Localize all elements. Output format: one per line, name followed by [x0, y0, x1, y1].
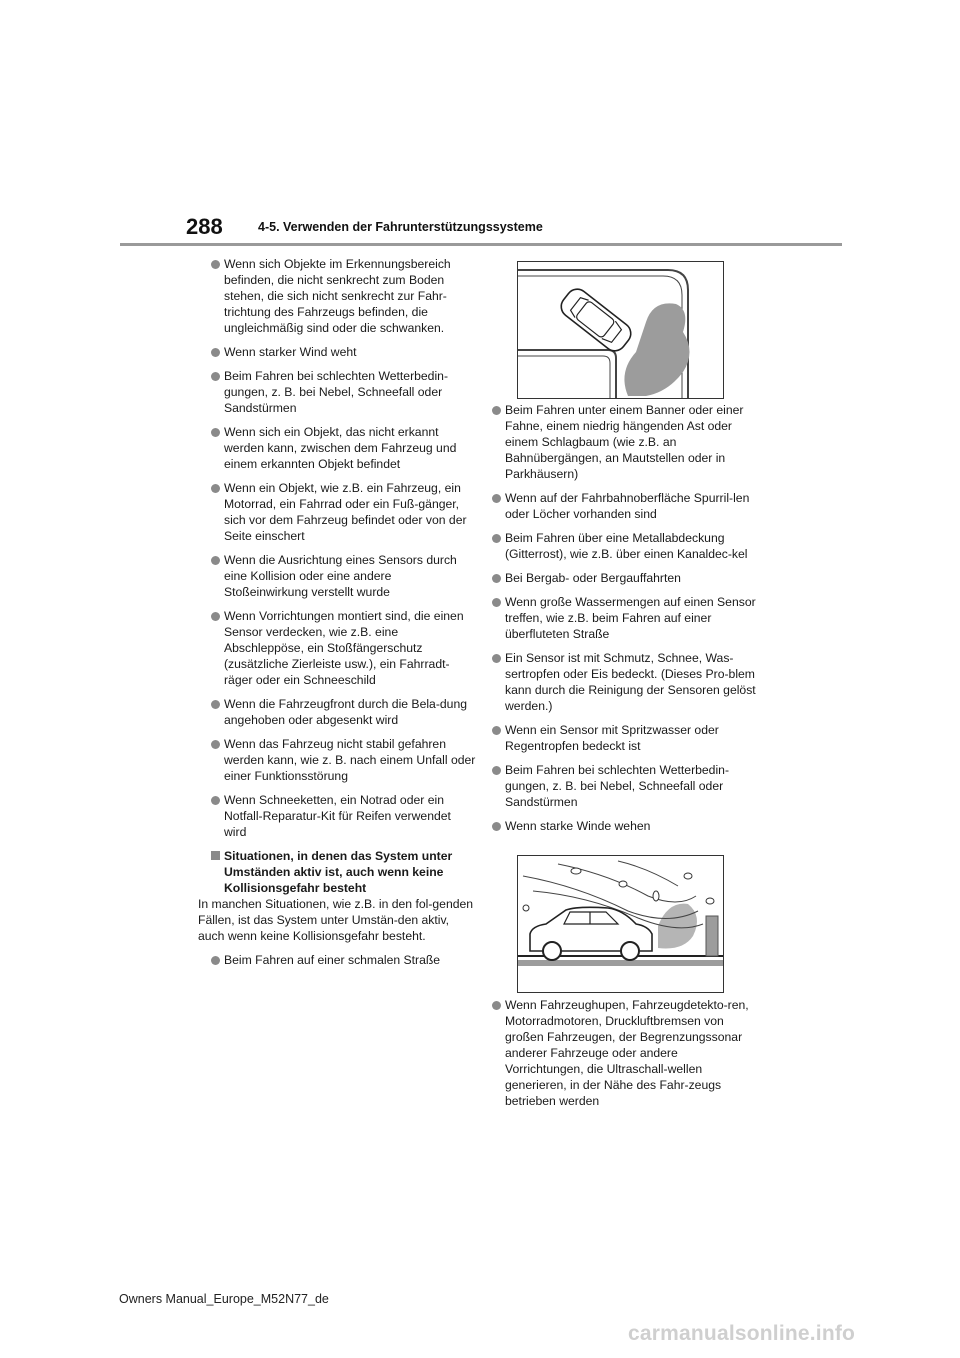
- list-item: Beim Fahren über eine Metallabdeckung (Gitterrost), wie z.B. über einen Kanaldec-kel: [492, 530, 757, 562]
- bullet-icon: [492, 534, 501, 543]
- list-item: Wenn große Wassermengen auf einen Sensor treffen, wie z.B. beim Fahren auf einer überfluteten Straße: [492, 594, 757, 642]
- bullet-icon: [211, 428, 220, 437]
- bullet-icon: [492, 726, 501, 735]
- left-column: [198, 256, 476, 976]
- bullet-icon: [211, 612, 220, 621]
- bullet-icon: [211, 796, 220, 805]
- list-item: Wenn ein Sensor mit Spritzwasser oder Regentropfen bedeckt ist: [492, 722, 757, 754]
- list-item: Beim Fahren bei schlechten Wetterbedin-gungen, z. B. bei Nebel, Schneefall oder Sandstürmen: [211, 368, 476, 416]
- narrow-road-illustration: [517, 261, 724, 399]
- list-item: Wenn ein Objekt, wie z.B. ein Fahrzeug, ein Motorrad, ein Fahrrad oder ein Fuß-gänger, sich vor dem Fahrzeug befindet oder von der Seite einschert: [211, 480, 476, 544]
- manual-identifier: Owners Manual_Europe_M52N77_de: [119, 1292, 329, 1306]
- bullet-icon: [211, 372, 220, 381]
- bullet-icon: [492, 822, 501, 831]
- bullet-icon: [492, 654, 501, 663]
- right-column-continued: [492, 997, 757, 1117]
- list-item: Beim Fahren bei schlechten Wetterbedin-gungen, z. B. bei Nebel, Schneefall oder Sandstürmen: [492, 762, 757, 810]
- list-item: Wenn sich Objekte im Erkennungsbereich befinden, die nicht senkrecht zum Boden stehen, die sich nicht senkrecht zur Fahr-trichtung des Fahrzeugs befinden, die ungleichmäßig sind oder die schwanken.: [211, 256, 476, 336]
- list-item: Bei Bergab- oder Bergauffahrten: [492, 570, 757, 586]
- list-item: Wenn starke Winde wehen: [492, 818, 757, 834]
- bullet-icon: [211, 484, 220, 493]
- page-number: 288: [186, 214, 223, 239]
- list-item: Wenn sich ein Objekt, das nicht erkannt werden kann, zwischen dem Fahrzeug und einem erkannten Objekt befindet: [211, 424, 476, 472]
- bullet-icon: [492, 598, 501, 607]
- bullet-icon: [492, 494, 501, 503]
- watermark: carmanualsonline.info: [628, 1322, 856, 1345]
- right-column: [492, 402, 757, 842]
- list-item: Wenn die Fahrzeugfront durch die Bela-dung angehoben oder abgesenkt wird: [211, 696, 476, 728]
- list-item: Wenn auf der Fahrbahnoberfläche Spurril-len oder Löcher vorhanden sind: [492, 490, 757, 522]
- subsection-heading: Situationen, in denen das System unter Umständen aktiv ist, auch wenn keine Kollisionsgefahr besteht: [211, 848, 476, 896]
- bullet-icon: [211, 956, 220, 965]
- list-item: Ein Sensor ist mit Schmutz, Schnee, Was-sertropfen oder Eis bedeckt. (Dieses Pro-blem kann durch die Reinigung der Sensoren gelöst werden.): [492, 650, 757, 714]
- intro-paragraph: In manchen Situationen, wie z.B. in den fol-genden Fällen, ist das System unter Umstän-den aktiv, auch wenn keine Kollisionsgefahr besteht.: [198, 897, 474, 943]
- bullet-icon: [492, 1001, 501, 1010]
- list-item: Wenn die Ausrichtung eines Sensors durch eine Kollision oder eine andere Stoßeinwirkung verstellt wurde: [211, 552, 476, 600]
- list-item: Wenn Schneeketten, ein Notrad oder ein Notfall-Reparatur-Kit für Reifen verwendet wird: [211, 792, 476, 840]
- list-item: Wenn starker Wind weht: [211, 344, 476, 360]
- section-title: 4-5. Verwenden der Fahrunterstützungssysteme: [258, 220, 543, 234]
- list-item: Beim Fahren auf einer schmalen Straße: [211, 952, 476, 968]
- bullet-icon: [492, 406, 501, 415]
- list-item: Wenn Vorrichtungen montiert sind, die einen Sensor verdecken, wie z.B. eine Abschleppöse, ein Stoßfängerschutz (zusätzliche Zierleiste usw.), ein Fahrradt-räger oder ein Schneeschild: [211, 608, 476, 688]
- strong-wind-drawing: [518, 856, 723, 992]
- bullet-icon: [211, 740, 220, 749]
- list-item: Beim Fahren unter einem Banner oder einer Fahne, einem niedrig hängenden Ast oder einem Schlagbaum (wie z.B. an Bahnübergängen, an Mautstellen oder in Parkhäusern): [492, 402, 757, 482]
- bullet-icon: [211, 348, 220, 357]
- bullet-icon: [492, 766, 501, 775]
- bullet-icon: [492, 574, 501, 583]
- square-bullet-icon: [211, 851, 220, 860]
- header-divider: [120, 243, 842, 246]
- list-item: Wenn Fahrzeughupen, Fahrzeugdetekto-ren, Motorradmotoren, Druckluftbremsen von großen Fahrzeugen, der Begrenzungssonar anderer Fahrzeuge oder andere Vorrichtungen, die Ultraschall-wellen generieren, in der Nähe des Fahr-zeugs betrieben werden: [492, 997, 757, 1109]
- bullet-icon: [211, 700, 220, 709]
- bullet-icon: [211, 260, 220, 269]
- list-item: Wenn das Fahrzeug nicht stabil gefahren werden kann, wie z. B. nach einem Unfall oder einer Funktionsstörung: [211, 736, 476, 784]
- narrow-road-drawing: [518, 262, 723, 398]
- bullet-icon: [211, 556, 220, 565]
- strong-wind-illustration: [517, 855, 724, 993]
